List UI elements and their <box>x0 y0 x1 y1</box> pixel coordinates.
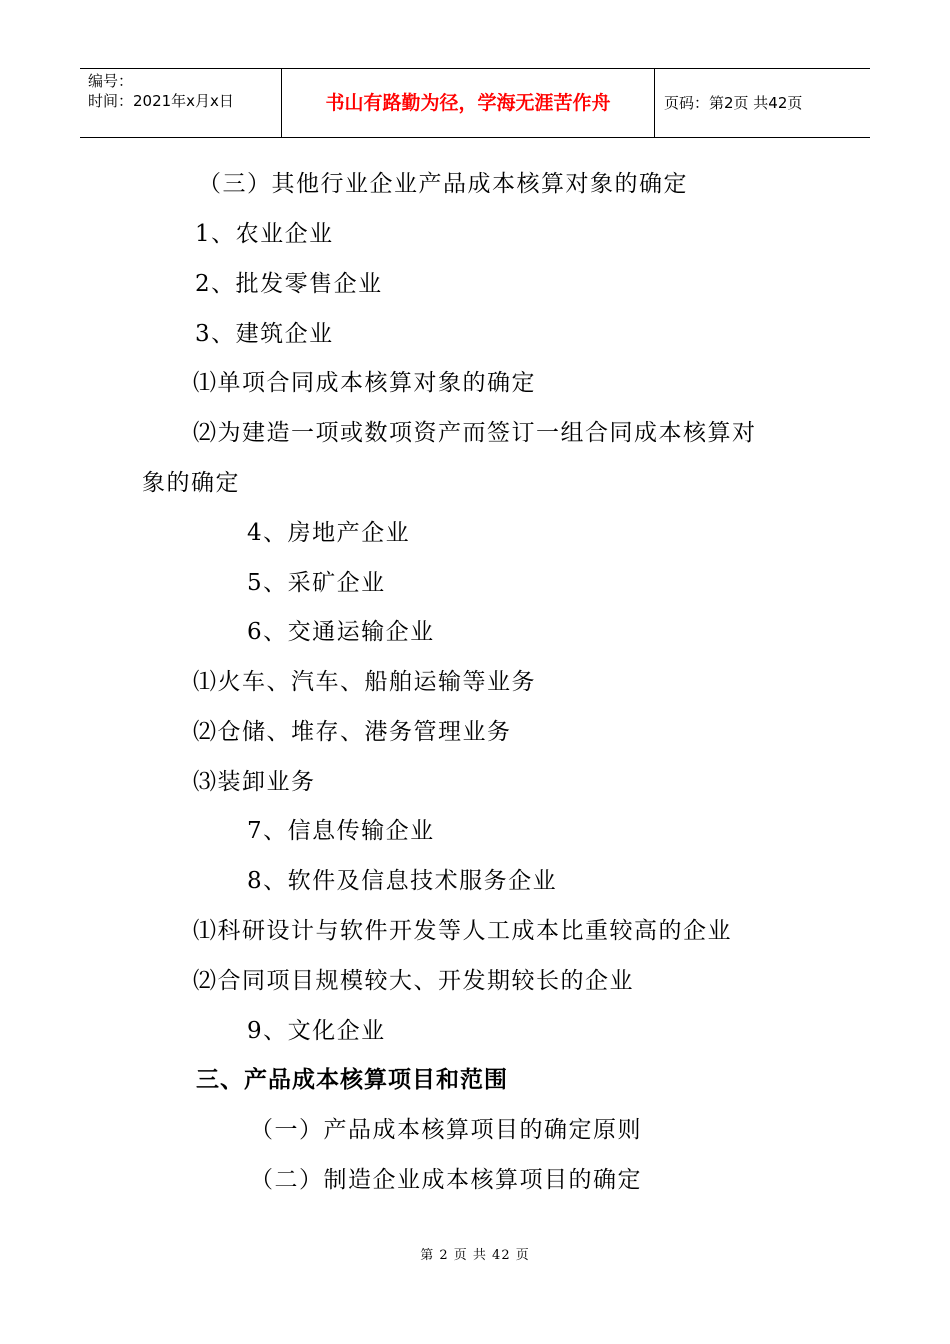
list-item: 9、文化企业 <box>247 1018 386 1044</box>
sub-list-item: ⑵仓储、堆存、港务管理业务 <box>193 719 512 745</box>
sub-list-item: ⑵合同项目规模较大、开发期较长的企业 <box>193 968 634 994</box>
list-item: 2、批发零售企业 <box>195 271 383 297</box>
header-divider <box>654 69 655 137</box>
sub-list-item: ⑴火车、汽车、船舶运输等业务 <box>193 669 536 695</box>
list-item: 3、建筑企业 <box>195 321 334 347</box>
sub-list-item-continuation: 象的确定 <box>142 470 240 496</box>
header-motto: 书山有路勤为径，学海无涯苦作舟 <box>325 92 611 114</box>
page-header <box>80 68 870 138</box>
subsection-heading: （二）制造企业成本核算项目的确定 <box>250 1167 642 1193</box>
sub-list-item: ⑴单项合同成本核算对象的确定 <box>193 370 536 396</box>
serial-number-label: 编号： <box>88 72 134 90</box>
subsection-heading: （一）产品成本核算项目的确定原则 <box>250 1117 642 1143</box>
page-footer: 第 2 页 共 42 页 <box>420 1248 530 1263</box>
list-item: 5、采矿企业 <box>247 570 386 596</box>
sub-list-item: ⑶装卸业务 <box>193 769 316 795</box>
list-item: 6、交通运输企业 <box>247 619 435 645</box>
sub-list-item: ⑴科研设计与软件开发等人工成本比重较高的企业 <box>193 918 732 944</box>
list-item: 7、信息传输企业 <box>247 818 435 844</box>
section-heading: 三、产品成本核算项目和范围 <box>196 1067 508 1093</box>
sub-list-item: ⑵为建造一项或数项资产而签订一组合同成本核算对 <box>193 420 757 446</box>
header-meta <box>88 69 278 137</box>
subsection-heading: （三）其他行业企业产品成本核算对象的确定 <box>198 171 688 197</box>
header-divider <box>281 69 282 137</box>
list-item: 1、农业企业 <box>195 221 334 247</box>
date-text: 时间：2021年x月x日 <box>88 92 234 110</box>
list-item: 8、软件及信息技术服务企业 <box>247 868 558 894</box>
header-page-info: 页码：第2页 共42页 <box>664 94 803 112</box>
list-item: 4、房地产企业 <box>247 520 411 546</box>
